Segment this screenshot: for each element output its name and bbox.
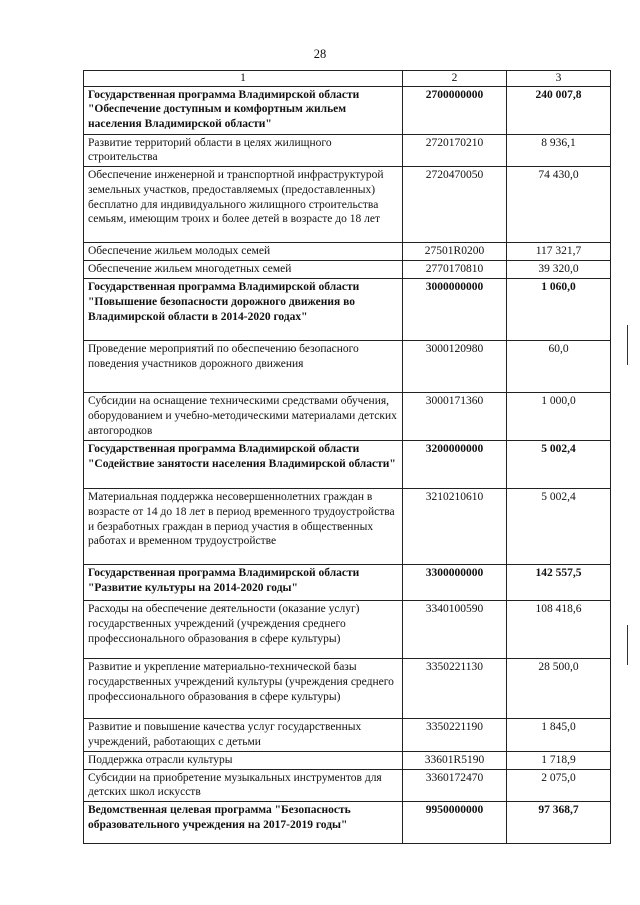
row-amount: 1 000,0 [507, 393, 611, 441]
table-row [84, 565, 611, 601]
row-amount: 97 368,7 [507, 802, 611, 844]
table-row [84, 489, 611, 565]
row-name: Государственная программа Владимирской области "Повышение безопасности дорожного движения во Владимирской области в 2014-2020 годах" [84, 279, 403, 341]
header-row [84, 71, 611, 87]
row-amount: 240 007,8 [507, 86, 611, 134]
budget-table [83, 70, 611, 844]
row-code: 3360172470 [403, 769, 507, 801]
row-name: Развитие и укрепление материально-технической базы государственных учреждений культуры (учреждения среднего профессионального образования в сфере культуры) [84, 659, 403, 719]
row-name: Субсидии на оснащение техническими средствами обучения, оборудованием и учебно-методическими материалами детских автогородков [84, 393, 403, 441]
row-code: 27501R0200 [403, 243, 507, 261]
row-amount: 1 718,9 [507, 751, 611, 769]
row-name: Обеспечение жильем многодетных семей [84, 261, 403, 279]
row-amount: 39 320,0 [507, 261, 611, 279]
table-row [84, 167, 611, 243]
row-code: 3210210610 [403, 489, 507, 565]
row-amount: 2 075,0 [507, 769, 611, 801]
scan-mark [627, 325, 628, 365]
row-name: Государственная программа Владимирской области "Развитие культуры на 2014-2020 годы" [84, 565, 403, 601]
row-code: 2720170210 [403, 134, 507, 166]
row-name: Проведение мероприятий по обеспечению безопасного поведения участников дорожного движения [84, 341, 403, 393]
row-amount: 142 557,5 [507, 565, 611, 601]
row-amount: 117 321,7 [507, 243, 611, 261]
table-row [84, 341, 611, 393]
row-name: Обеспечение инженерной и транспортной инфраструктурой земельных участков, предоставляемых (предоставленных) бесплатно для индивидуального жилищного строительства семьям, имеющим троих и более детей в возрасте до 18 лет [84, 167, 403, 243]
row-amount: 8 936,1 [507, 134, 611, 166]
table-row [84, 719, 611, 751]
row-name: Расходы на обеспечение деятельности (оказание услуг) государственных учреждений (учреждения среднего профессионального образования в сфере культуры) [84, 601, 403, 659]
row-code: 3350221130 [403, 659, 507, 719]
row-code: 33601R5190 [403, 751, 507, 769]
row-amount: 1 845,0 [507, 719, 611, 751]
row-name: Государственная программа Владимирской области "Содействие занятости населения Владимирской области" [84, 441, 403, 489]
table-row [84, 393, 611, 441]
table-row [84, 659, 611, 719]
row-code: 3340100590 [403, 601, 507, 659]
table-row [84, 86, 611, 134]
row-name: Ведомственная целевая программа "Безопасность образовательного учреждения на 2017-2019 годы" [84, 802, 403, 844]
row-code: 2770170810 [403, 261, 507, 279]
row-name: Развитие и повышение качества услуг государственных учреждений, работающих с детьми [84, 719, 403, 751]
row-name: Государственная программа Владимирской области "Обеспечение доступным и комфортным жильем населения Владимирской области" [84, 86, 403, 134]
row-amount: 60,0 [507, 341, 611, 393]
row-code: 9950000000 [403, 802, 507, 844]
row-name: Поддержка отрасли культуры [84, 751, 403, 769]
row-amount: 108 418,6 [507, 601, 611, 659]
row-code: 3000000000 [403, 279, 507, 341]
row-code: 3000171360 [403, 393, 507, 441]
scan-mark [627, 625, 628, 665]
row-amount: 5 002,4 [507, 441, 611, 489]
table-row [84, 279, 611, 341]
row-name: Обеспечение жильем молодых семей [84, 243, 403, 261]
table-row [84, 441, 611, 489]
row-amount: 5 002,4 [507, 489, 611, 565]
table-row [84, 601, 611, 659]
row-amount: 28 500,0 [507, 659, 611, 719]
column-header-2: 2 [403, 71, 507, 87]
table-row [84, 802, 611, 844]
page-number: 28 [313, 47, 327, 61]
row-amount: 1 060,0 [507, 279, 611, 341]
table-row [84, 769, 611, 801]
row-name: Развитие территорий области в целях жилищного строительства [84, 134, 403, 166]
row-name: Материальная поддержка несовершеннолетних граждан в возрасте от 14 до 18 лет в период временного трудоустройства и безработных граждан в период участия в общественных работах и временном трудоустройстве [84, 489, 403, 565]
row-code: 3350221190 [403, 719, 507, 751]
table-row [84, 751, 611, 769]
row-code: 3000120980 [403, 341, 507, 393]
column-header-3: 3 [507, 71, 611, 87]
column-header-1: 1 [84, 71, 403, 87]
row-code: 2720470050 [403, 167, 507, 243]
row-code: 3200000000 [403, 441, 507, 489]
row-code: 3300000000 [403, 565, 507, 601]
table-row [84, 243, 611, 261]
row-name: Субсидии на приобретение музыкальных инструментов для детских школ искусств [84, 769, 403, 801]
row-code: 2700000000 [403, 86, 507, 134]
row-amount: 74 430,0 [507, 167, 611, 243]
table-row [84, 134, 611, 166]
table-row [84, 261, 611, 279]
